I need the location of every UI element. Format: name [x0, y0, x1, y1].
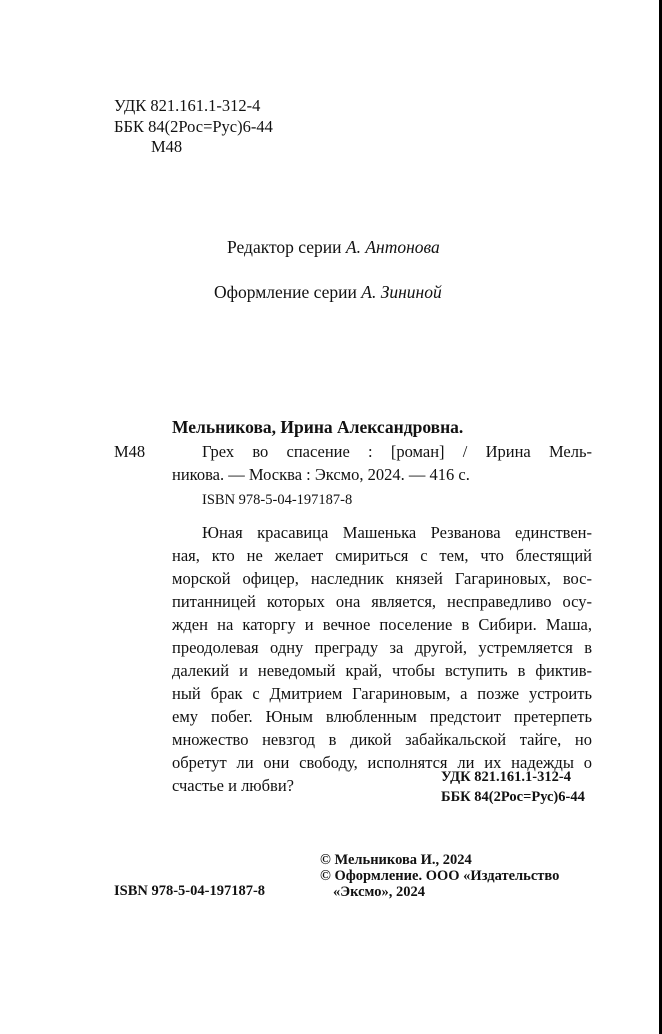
top-udk: УДК 821.161.1-312-4 — [114, 96, 261, 115]
annotation-line: жден на каторгу и вечное поселение в Сибири. Маша, — [172, 615, 592, 634]
annotation-line: ему побег. Юным влюбленным предстоит претерпеть — [172, 707, 592, 726]
copyright-design-line-2: «Эксмо», 2024 — [333, 884, 425, 900]
top-bbk: ББК 84(2Рос=Рус)6-44 — [114, 117, 273, 136]
top-author-code: М48 — [151, 137, 183, 156]
author-heading: Мельникова, Ирина Александровна. — [172, 417, 464, 437]
editor-label: Редактор серии — [227, 237, 342, 257]
biblio-line-2: никова. — Москва : Эксмо, 2024. — 416 с. — [172, 465, 470, 484]
annotation-line: питанницей которых она является, несправедливо осу- — [172, 592, 592, 611]
editor-name: А. Антонова — [345, 237, 440, 257]
annotation-line: морской офицер, наследник князей Гагариновых, вос- — [172, 569, 592, 588]
annotation-line: множество невзгод в дикой забайкальской тайге, но — [172, 730, 592, 749]
annotation-line: счастье и любви? — [172, 776, 294, 795]
classification-udk: УДК 821.161.1-312-4 — [441, 769, 571, 785]
annotation-line: преодолевая одну преграду за другой, устремляется в — [172, 638, 592, 657]
editor-credit — [227, 237, 440, 258]
design-name: А. Зининой — [361, 282, 442, 302]
copyright-design-line-1: © Оформление. ООО «Издательство — [320, 868, 560, 884]
annotation-line: Юная красавица Машенька Резванова единствен- — [202, 523, 592, 542]
footer-isbn: ISBN 978-5-04-197187-8 — [114, 883, 266, 899]
design-credit — [214, 282, 442, 303]
annotation-line: далекий и неведомый край, чтобы вступить в фиктив- — [172, 661, 592, 680]
biblio-line-1: Грех во спасение : [роман] / Ирина Мель- — [202, 442, 592, 461]
annotation-line: ный брак с Дмитрием Гагариновым, а позже устроить — [172, 684, 592, 703]
entry-isbn: ISBN 978-5-04-197187-8 — [202, 492, 353, 508]
annotation-line: ная, кто не желает смириться с тем, что блестящий — [172, 546, 592, 565]
copyright-author: © Мельникова И., 2024 — [320, 852, 472, 868]
design-label: Оформление серии — [214, 282, 357, 302]
classification-bbk: ББК 84(2Рос=Рус)6-44 — [441, 789, 585, 805]
annotation-line: обретут ли они свободу, исполнятся ли их надежды о — [172, 753, 592, 772]
entry-author-code: М48 — [114, 442, 146, 461]
